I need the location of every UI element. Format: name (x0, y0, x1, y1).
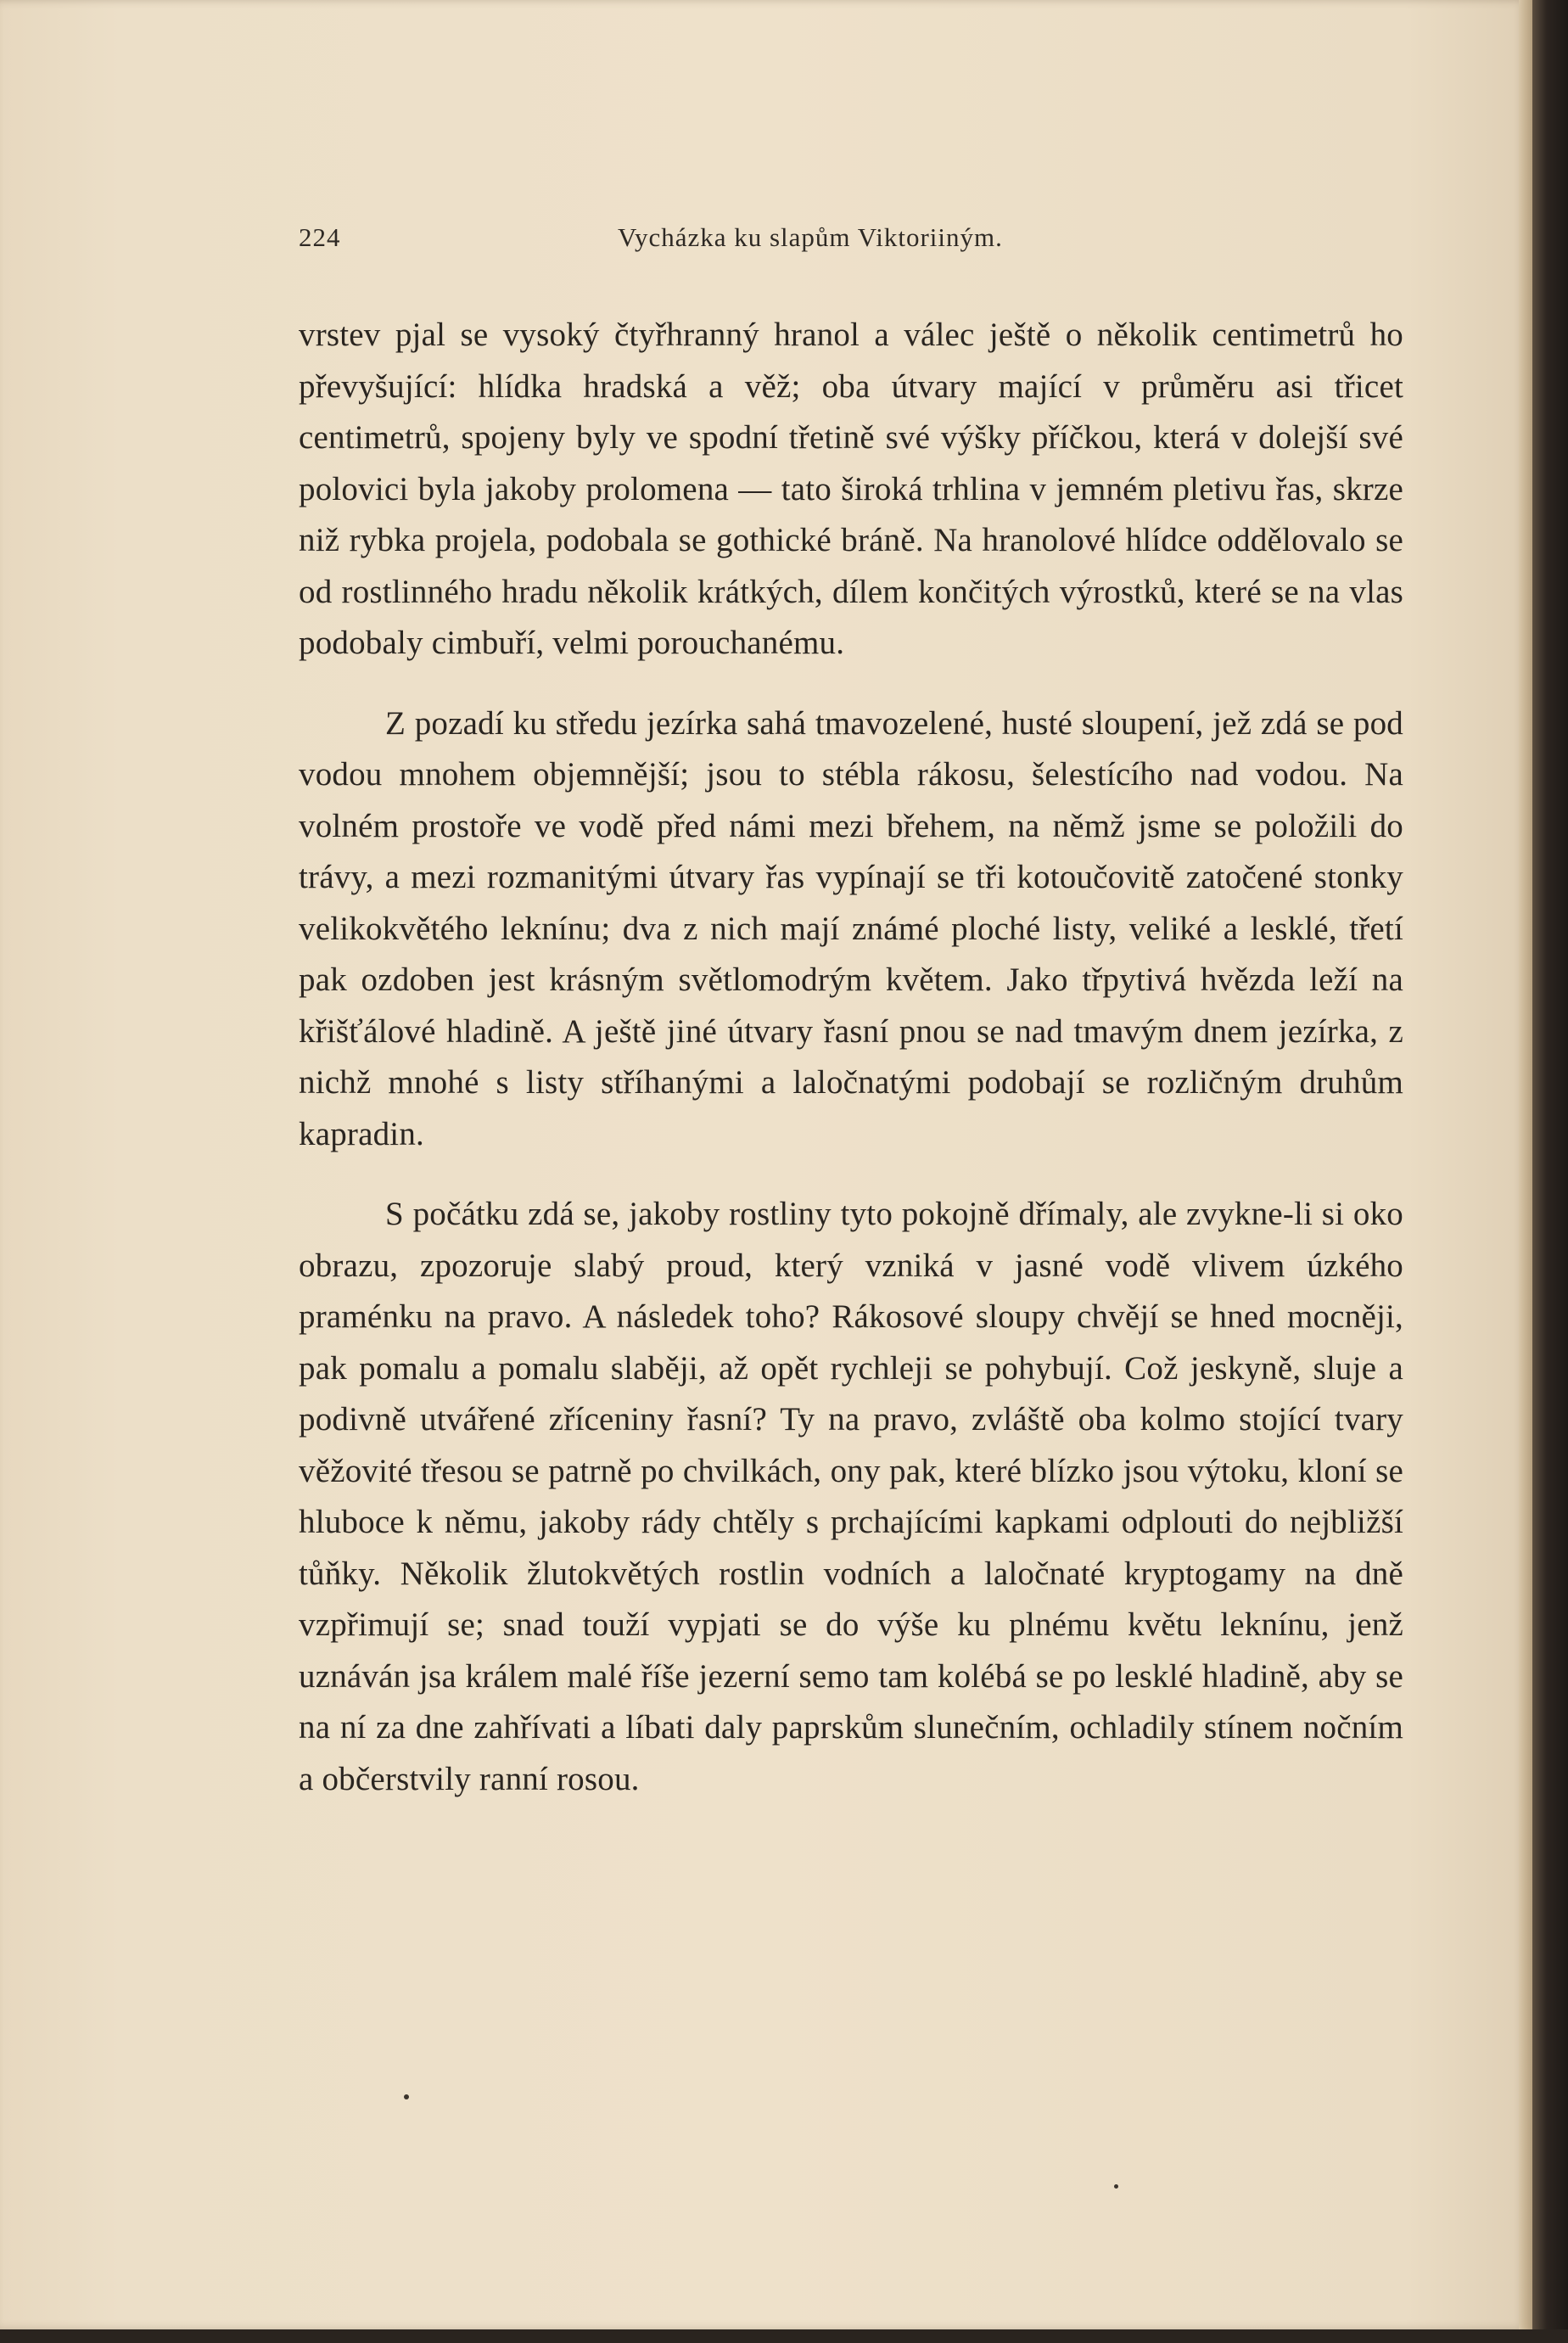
paragraph-3: S počátku zdá se, jakoby rostliny tyto pokojně dřímaly, ale zvykne-li si oko obrazu, zpozoruje slabý proud, který vzniká v jasné vodě vlivem úzkého praménku na pravo. A následek toho? Rákosové sloupy chvějí se hned mocněji, pak pomalu a pomalu slaběji, až opět rychleji se pohybují. Což jeskyně, sluje a podivně utvářené zříceniny řasní? Ty na pravo, zvláště oba kolmo stojící tvary věžovité třesou se patrně po chvilkách, ony pak, které blízko jsou výtoku, kloní se hluboce k němu, jakoby rády chtěly s prchajícími kapkami odplouti do nejbližší tůňky. Několik žlutokvětých rostlin vodních a laločnaté kryptogamy na dně vzpřimují se; snad touží vypjati se do výše ku plnému květu leknínu, jenž uznáván jsa králem malé říše jezerní semo tam kolébá se po lesklé hladině, aby se na ní za dne zahřívati a líbati daly paprskům slunečním, ochladily stínem nočním a občerstvily ranní rosou. (299, 1196, 1403, 1797)
paper-speck (404, 2094, 409, 2099)
page-number: 224 (299, 222, 341, 252)
scan-bottom-border (0, 2329, 1568, 2343)
running-title: Vycházka ku slapům Viktoriiným. (618, 222, 1003, 252)
page-edge (1519, 0, 1532, 2329)
paragraph-1: vrstev pjal se vysoký čtyřhranný hranol a válec ještě o několik centimetrů ho převyšující: hlídka hradská a věž; oba útvary mající v průměru asi třicet centimetrů, spojeny byly ve spodní třetině své výšky příčkou, která v dolejší své polovici byla jakoby prolomena — tato široká trhlina v jemném pletivu řas, skrze niž rybka projela, podobala se gothické bráně. Na hranolové hlídce oddělovalo se od rostlinného hradu několik krátkých, dílem končitých výrostků, které se na vlas podobaly cimbuří, velmi porouchanému. (299, 317, 1403, 661)
paragraph-2: Z pozadí ku středu jezírka sahá tmavozelené, husté sloupení, jež zdá se pod vodou mnohem objemnější; jsou to stébla rákosu, šelestícího nad vodou. Na volném prostoře ve vodě před námi mezi břehem, na němž jsme se položili do trávy, a mezi rozmanitými útvary řas vypínají se tři kotoučovitě zatočené stonky velikokvětého leknínu; dva z nich mají známé ploché listy, veliké a lesklé, třetí pak ozdoben jest krásným světlomodrým květem. Jako třpytivá hvězda leží na křišťálové hladině. A ještě jiné útvary řasní pnou se nad tmavým dnem jezírka, z nichž mnohé s listy stříhanými a laločnatými podobají se rozličným druhům kapradin. (299, 704, 1403, 1152)
paper-speck (1114, 2184, 1118, 2189)
body-text (299, 310, 1403, 1805)
page-header (299, 222, 1402, 261)
book-spine-shadow (1532, 0, 1568, 2343)
